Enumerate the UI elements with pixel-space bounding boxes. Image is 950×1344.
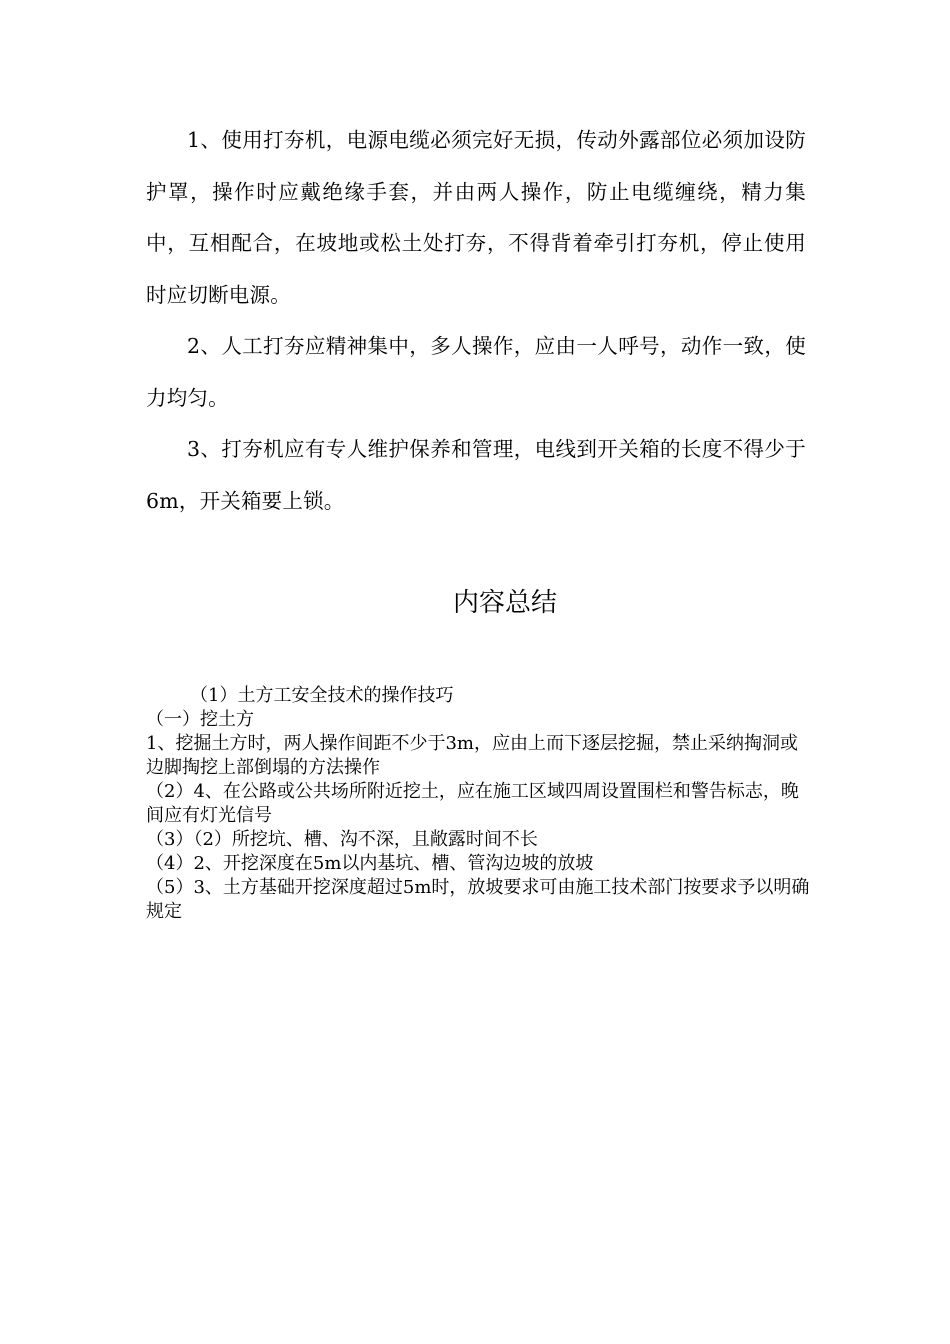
summary-title: 内容总结 [452, 588, 557, 618]
summary-line: （一）挖土方 [146, 709, 254, 730]
paragraph-tamper-machine: 1、使用打夯机，电源电缆必须完好无损，传动外露部位必须加设防护罩，操作时应戴绝缘手套，并由两人操作，防止电缆缠绕，精力集中，互相配合，在坡地或松土处打夯，不得背着牵引打夯机，停止使用时应切断电源。 [146, 128, 806, 307]
summary-list [146, 684, 810, 924]
summary-line: （5）3、土方基础开挖深度超过5m时，放坡要求可由施工技术部门按要求予以明确规定 [146, 877, 810, 922]
paragraph-maintenance: 3、打夯机应有专人维护保养和管理，电线到开关箱的长度不得少于6m，开关箱要上锁。 [146, 437, 806, 513]
summary-line: （2）4、在公路或公共场所附近挖土，应在施工区域四周设置围栏和警告标志，晚间应有灯光信号 [146, 781, 799, 826]
paragraph-manual-tamping: 2、人工打夯应精神集中，多人操作，应由一人呼号，动作一致，使力均匀。 [146, 334, 806, 410]
summary-line: （3）（2）所挖坑、槽、沟不深，且敞露时间不长 [146, 829, 538, 850]
summary-line: （1）土方工安全技术的操作技巧 [190, 685, 454, 706]
summary-line: （4）2、开挖深度在5m以内基坑、槽、管沟边坡的放坡 [146, 853, 594, 874]
body-text [146, 115, 806, 527]
summary-line: 1、挖掘土方时，两人操作间距不少于3m，应由上而下逐层挖掘，禁止采纳掏洞或边脚掏挖上部倒塌的方法操作 [146, 733, 798, 778]
